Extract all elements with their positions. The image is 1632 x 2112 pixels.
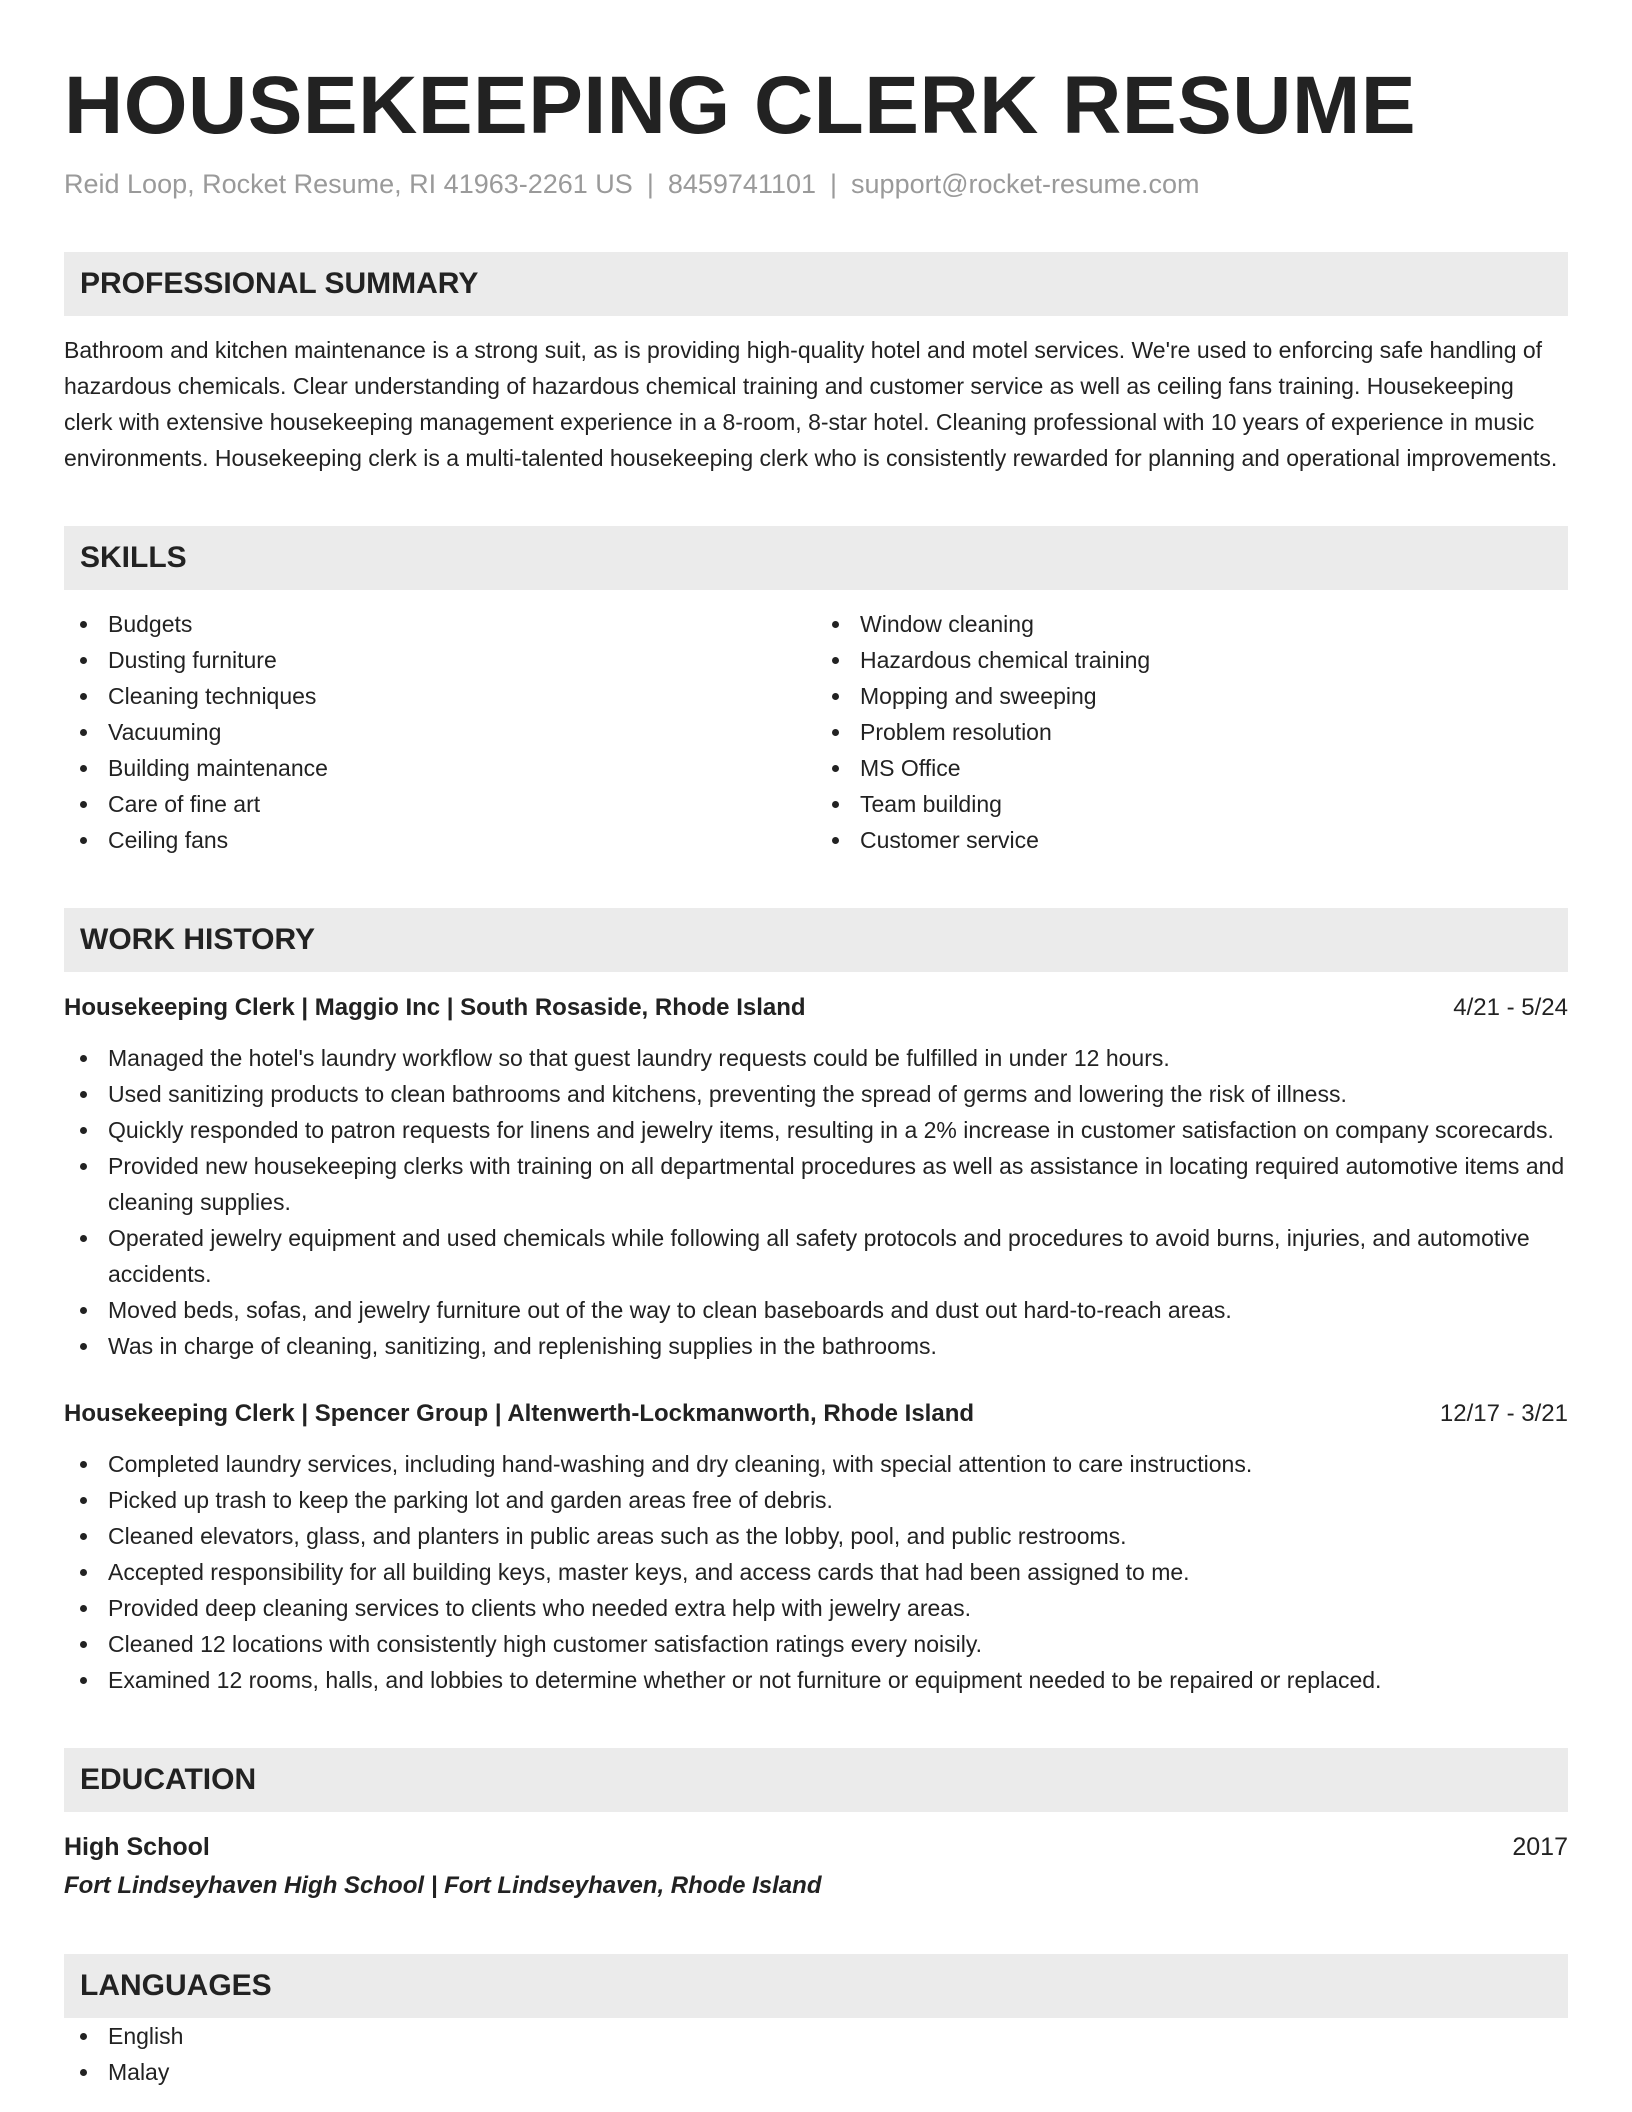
job-bullet: Was in charge of cleaning, sanitizing, and replenishing supplies in the bathrooms.	[108, 1328, 1568, 1364]
summary-text: Bathroom and kitchen maintenance is a strong suit, as is providing high-quality hotel and motel services. We're used to enforcing safe handling of hazardous chemicals. Clear understanding of hazardous chemical training and customer service as well as ceiling fans training. Housekeeping clerk with extensive housekeeping management experience in a 8-room, 8-star hotel. Cleaning professional with 10 years of experience in music environments. Housekeeping clerk is a multi-talented housekeeping clerk who is consistently rewarded for planning and operational improvements.	[64, 337, 1558, 471]
language-item: English	[108, 2018, 1568, 2054]
job-bullet: Picked up trash to keep the parking lot and garden areas free of debris.	[108, 1482, 1568, 1518]
languages-list	[64, 2018, 1568, 2090]
skill-item: Team building	[860, 786, 1568, 822]
contact-phone: 8459741101	[667, 169, 817, 199]
job-bullets	[64, 1040, 1568, 1364]
job-bullet: Moved beds, sofas, and jewelry furniture out of the way to clean baseboards and dust out hard-to-reach areas.	[108, 1292, 1568, 1328]
section-header-skills: SKILLS	[64, 526, 1568, 590]
job-dates: 12/17 - 3/21	[1439, 1400, 1568, 1427]
section-header-languages: LANGUAGES	[64, 1954, 1568, 2018]
education-header	[64, 1828, 1568, 1866]
skill-item: Dusting furniture	[108, 642, 816, 678]
job-entry	[64, 1396, 1568, 1698]
job-bullet: Cleaned 12 locations with consistently high customer satisfaction ratings every noisily.	[108, 1626, 1568, 1662]
resume-title: HOUSEKEEPING CLERK RESUME	[64, 60, 1417, 151]
contact-line	[64, 166, 1568, 202]
skill-item: Customer service	[860, 822, 1568, 858]
job-bullet: Operated jewelry equipment and used chemicals while following all safety protocols and procedures to avoid burns, injuries, and automotive accidents.	[108, 1220, 1568, 1292]
skill-item: Cleaning techniques	[108, 678, 816, 714]
job-entry	[64, 990, 1568, 1364]
skills-column-right	[816, 606, 1568, 858]
skill-item: Budgets	[108, 606, 816, 642]
skill-item: Window cleaning	[860, 606, 1568, 642]
skill-item: Building maintenance	[108, 750, 816, 786]
job-bullet: Provided deep cleaning services to clients who needed extra help with jewelry areas.	[108, 1590, 1568, 1626]
job-bullet: Provided new housekeeping clerks with training on all departmental procedures as well as assistance in locating required automotive items and cleaning supplies.	[108, 1148, 1568, 1220]
job-bullet: Cleaned elevators, glass, and planters in public areas such as the lobby, pool, and public restrooms.	[108, 1518, 1568, 1554]
skill-item: Mopping and sweeping	[860, 678, 1568, 714]
contact-email: support@rocket-resume.com	[851, 169, 1200, 199]
job-bullet: Examined 12 rooms, halls, and lobbies to determine whether or not furniture or equipment needed to be repaired or replaced.	[108, 1662, 1568, 1698]
job-bullet: Quickly responded to patron requests for linens and jewelry items, resulting in a 2% increase in customer satisfaction on company scorecards.	[108, 1112, 1568, 1148]
contact-separator: |	[646, 169, 654, 199]
education-school: Fort Lindseyhaven High School | Fort Lindseyhaven, Rhode Island	[64, 1872, 822, 1899]
contact-address: Reid Loop, Rocket Resume, RI 41963-2261 US	[64, 169, 633, 199]
skills-list	[64, 606, 1568, 858]
skill-item: Hazardous chemical training	[860, 642, 1568, 678]
education-degree: High School	[64, 1833, 210, 1861]
skill-item: Problem resolution	[860, 714, 1568, 750]
skill-item: Vacuuming	[108, 714, 816, 750]
section-header-summary: PROFESSIONAL SUMMARY	[64, 252, 1568, 316]
skill-item: Care of fine art	[108, 786, 816, 822]
job-header	[64, 1396, 1568, 1432]
job-bullet: Used sanitizing products to clean bathrooms and kitchens, preventing the spread of germs and lowering the risk of illness.	[108, 1076, 1568, 1112]
job-bullet: Completed laundry services, including hand-washing and dry cleaning, with special attention to care instructions.	[108, 1446, 1568, 1482]
skill-item: MS Office	[860, 750, 1568, 786]
skill-item: Ceiling fans	[108, 822, 816, 858]
job-bullets	[64, 1446, 1568, 1698]
language-item: Malay	[108, 2054, 1568, 2090]
skills-column-left	[64, 606, 816, 858]
contact-separator: |	[830, 169, 838, 199]
job-bullet: Accepted responsibility for all building keys, master keys, and access cards that had been assigned to me.	[108, 1554, 1568, 1590]
section-header-education: EDUCATION	[64, 1748, 1568, 1812]
job-title: Housekeeping Clerk | Maggio Inc | South Rosaside, Rhode Island	[64, 994, 806, 1021]
section-header-work-history: WORK HISTORY	[64, 908, 1568, 972]
job-title: Housekeeping Clerk | Spencer Group | Altenwerth-Lockmanworth, Rhode Island	[64, 1400, 975, 1427]
job-bullet: Managed the hotel's laundry workflow so that guest laundry requests could be fulfilled in under 12 hours.	[108, 1040, 1568, 1076]
job-dates: 4/21 - 5/24	[1453, 994, 1568, 1021]
job-header	[64, 990, 1568, 1026]
education-year: 2017	[1512, 1833, 1568, 1861]
